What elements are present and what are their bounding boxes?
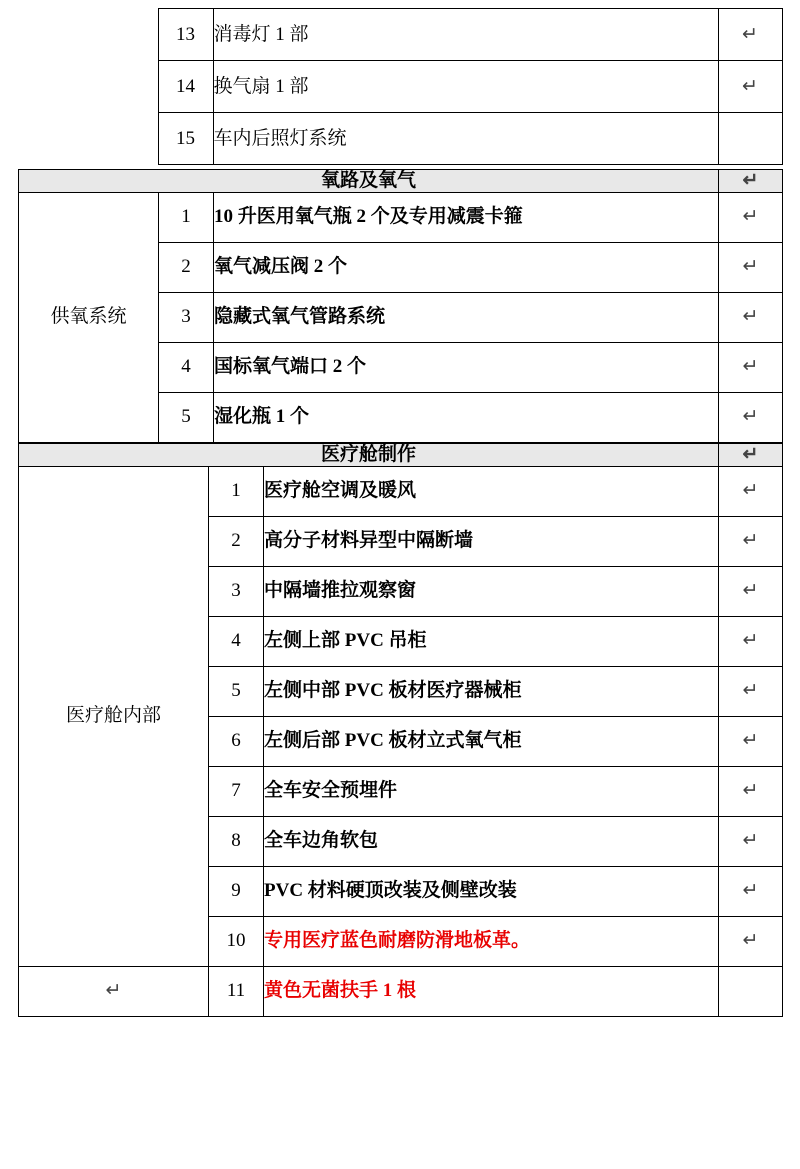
row-mark bbox=[718, 113, 782, 165]
table-row bbox=[19, 466, 783, 516]
empty-category-cell bbox=[18, 9, 158, 61]
row-description: 消毒灯 1 部 bbox=[213, 9, 718, 61]
row-mark: ↵ bbox=[719, 616, 783, 666]
row-mark: ↵ bbox=[718, 9, 782, 61]
table-row bbox=[18, 113, 782, 165]
row-mark: ↵ bbox=[719, 566, 783, 616]
row-mark: ↵ bbox=[719, 866, 783, 916]
row-mark bbox=[719, 966, 783, 1016]
table-row bbox=[18, 61, 782, 113]
row-mark: ↵ bbox=[719, 766, 783, 816]
category-continuation-mark: ↵ bbox=[19, 966, 209, 1016]
section-title: 医疗舱制作 bbox=[19, 443, 719, 466]
row-number: 3 bbox=[159, 292, 214, 342]
row-description: 全车安全预埋件 bbox=[264, 766, 719, 816]
table-row bbox=[19, 966, 783, 1016]
row-number: 5 bbox=[159, 392, 214, 442]
row-number: 9 bbox=[209, 866, 264, 916]
row-description: 左侧后部 PVC 板材立式氧气柜 bbox=[264, 716, 719, 766]
row-description: 左侧上部 PVC 吊柜 bbox=[264, 616, 719, 666]
section-header-row bbox=[19, 443, 783, 466]
row-description: 黄色无菌扶手 1 根 bbox=[264, 966, 719, 1016]
section-title-mark: ↵ bbox=[719, 443, 783, 466]
row-number: 6 bbox=[209, 716, 264, 766]
row-description: 10 升医用氧气瓶 2 个及专用减震卡箍 bbox=[214, 192, 719, 242]
row-description: 左侧中部 PVC 板材医疗器械柜 bbox=[264, 666, 719, 716]
row-number: 5 bbox=[209, 666, 264, 716]
row-number: 15 bbox=[158, 113, 213, 165]
table-row bbox=[19, 192, 783, 242]
table-section-cabin bbox=[18, 443, 783, 1017]
row-mark: ↵ bbox=[719, 192, 783, 242]
row-mark: ↵ bbox=[719, 466, 783, 516]
row-mark: ↵ bbox=[719, 916, 783, 966]
row-description: 隐藏式氧气管路系统 bbox=[214, 292, 719, 342]
row-description: PVC 材料硬顶改装及侧壁改装 bbox=[264, 866, 719, 916]
row-description: 湿化瓶 1 个 bbox=[214, 392, 719, 442]
row-mark: ↵ bbox=[719, 392, 783, 442]
row-mark: ↵ bbox=[719, 716, 783, 766]
section-title: 氧路及氧气 bbox=[19, 170, 719, 193]
row-description: 高分子材料异型中隔断墙 bbox=[264, 516, 719, 566]
table-top-continuation bbox=[18, 8, 783, 165]
row-description: 专用医疗蓝色耐磨防滑地板革。 bbox=[264, 916, 719, 966]
category-label: 供氧系统 bbox=[19, 192, 159, 442]
row-mark: ↵ bbox=[718, 61, 782, 113]
row-number: 4 bbox=[209, 616, 264, 666]
row-number: 2 bbox=[159, 242, 214, 292]
table-section-oxygen bbox=[18, 169, 783, 443]
row-mark: ↵ bbox=[719, 292, 783, 342]
row-mark: ↵ bbox=[719, 342, 783, 392]
row-number: 1 bbox=[159, 192, 214, 242]
row-description: 换气扇 1 部 bbox=[213, 61, 718, 113]
row-number: 2 bbox=[209, 516, 264, 566]
section-header-row bbox=[19, 170, 783, 193]
row-number: 3 bbox=[209, 566, 264, 616]
row-number: 11 bbox=[209, 966, 264, 1016]
row-mark: ↵ bbox=[719, 666, 783, 716]
row-number: 14 bbox=[158, 61, 213, 113]
empty-category-cell bbox=[18, 113, 158, 165]
row-description: 医疗舱空调及暖风 bbox=[264, 466, 719, 516]
row-number: 13 bbox=[158, 9, 213, 61]
row-number: 10 bbox=[209, 916, 264, 966]
row-description: 国标氧气端口 2 个 bbox=[214, 342, 719, 392]
row-description: 中隔墙推拉观察窗 bbox=[264, 566, 719, 616]
section-title-mark: ↵ bbox=[719, 170, 783, 193]
row-mark: ↵ bbox=[719, 816, 783, 866]
row-number: 1 bbox=[209, 466, 264, 516]
row-description: 氧气减压阀 2 个 bbox=[214, 242, 719, 292]
empty-category-cell bbox=[18, 61, 158, 113]
row-description: 车内后照灯系统 bbox=[213, 113, 718, 165]
row-number: 7 bbox=[209, 766, 264, 816]
row-mark: ↵ bbox=[719, 516, 783, 566]
row-mark: ↵ bbox=[719, 242, 783, 292]
table-row bbox=[18, 9, 782, 61]
category-label: 医疗舱内部 bbox=[19, 466, 209, 966]
row-description: 全车边角软包 bbox=[264, 816, 719, 866]
row-number: 4 bbox=[159, 342, 214, 392]
row-number: 8 bbox=[209, 816, 264, 866]
